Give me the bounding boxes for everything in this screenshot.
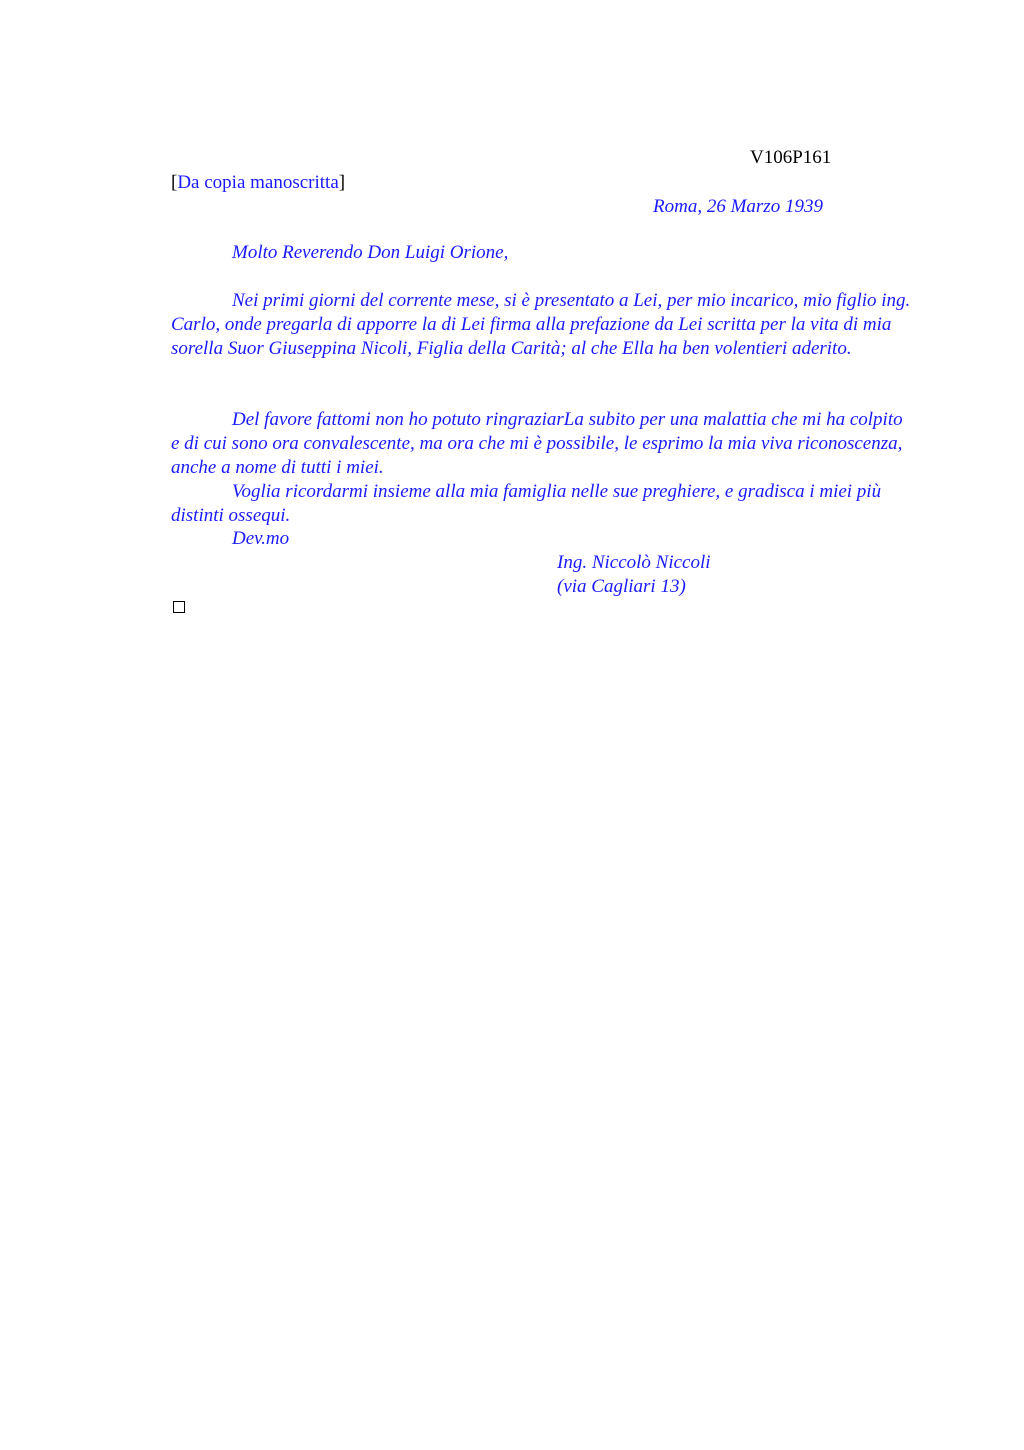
signature-name: Ing. Niccolò Niccoli	[557, 552, 711, 573]
body-paragraph: Del favore fattomi non ho potuto ringraziarLa subito per una malattia che mi ha colpito e di cui sono ora convalescente, ma ora che mi è possibile, le esprimo la mia viva riconoscenza, anche a nome di tutti i miei.	[171, 409, 903, 478]
source-note-close-bracket: ]	[338, 172, 346, 193]
body-paragraph: Nei primi giorni del corrente mese, si è presentato a Lei, per mio incarico, mio figlio ing. Carlo, onde pregarla di apporre la di Lei firma alla prefazione da Lei scritta per la vita di mia sorella Suor Giuseppina Nicoli, Figlia della Carità; al che Ella ha ben volentieri aderito.	[171, 290, 911, 359]
date-line: Roma, 26 Marzo 1939	[653, 196, 823, 217]
source-note-text: Da copia manoscritta	[177, 172, 339, 193]
salutation: Molto Reverendo Don Luigi Orione,	[232, 242, 509, 263]
signature-address: (via Cagliari 13)	[557, 576, 686, 597]
source-note	[171, 171, 345, 195]
source-note-open-bracket: [	[171, 172, 178, 193]
closing: Dev.mo	[232, 528, 290, 549]
checkbox-glyph-icon	[173, 601, 185, 613]
reference-code: V106P161	[750, 147, 832, 168]
body-paragraph: Voglia ricordarmi insieme alla mia famiglia nelle sue preghiere, e gradisca i miei più distinti ossequi.	[171, 481, 882, 526]
